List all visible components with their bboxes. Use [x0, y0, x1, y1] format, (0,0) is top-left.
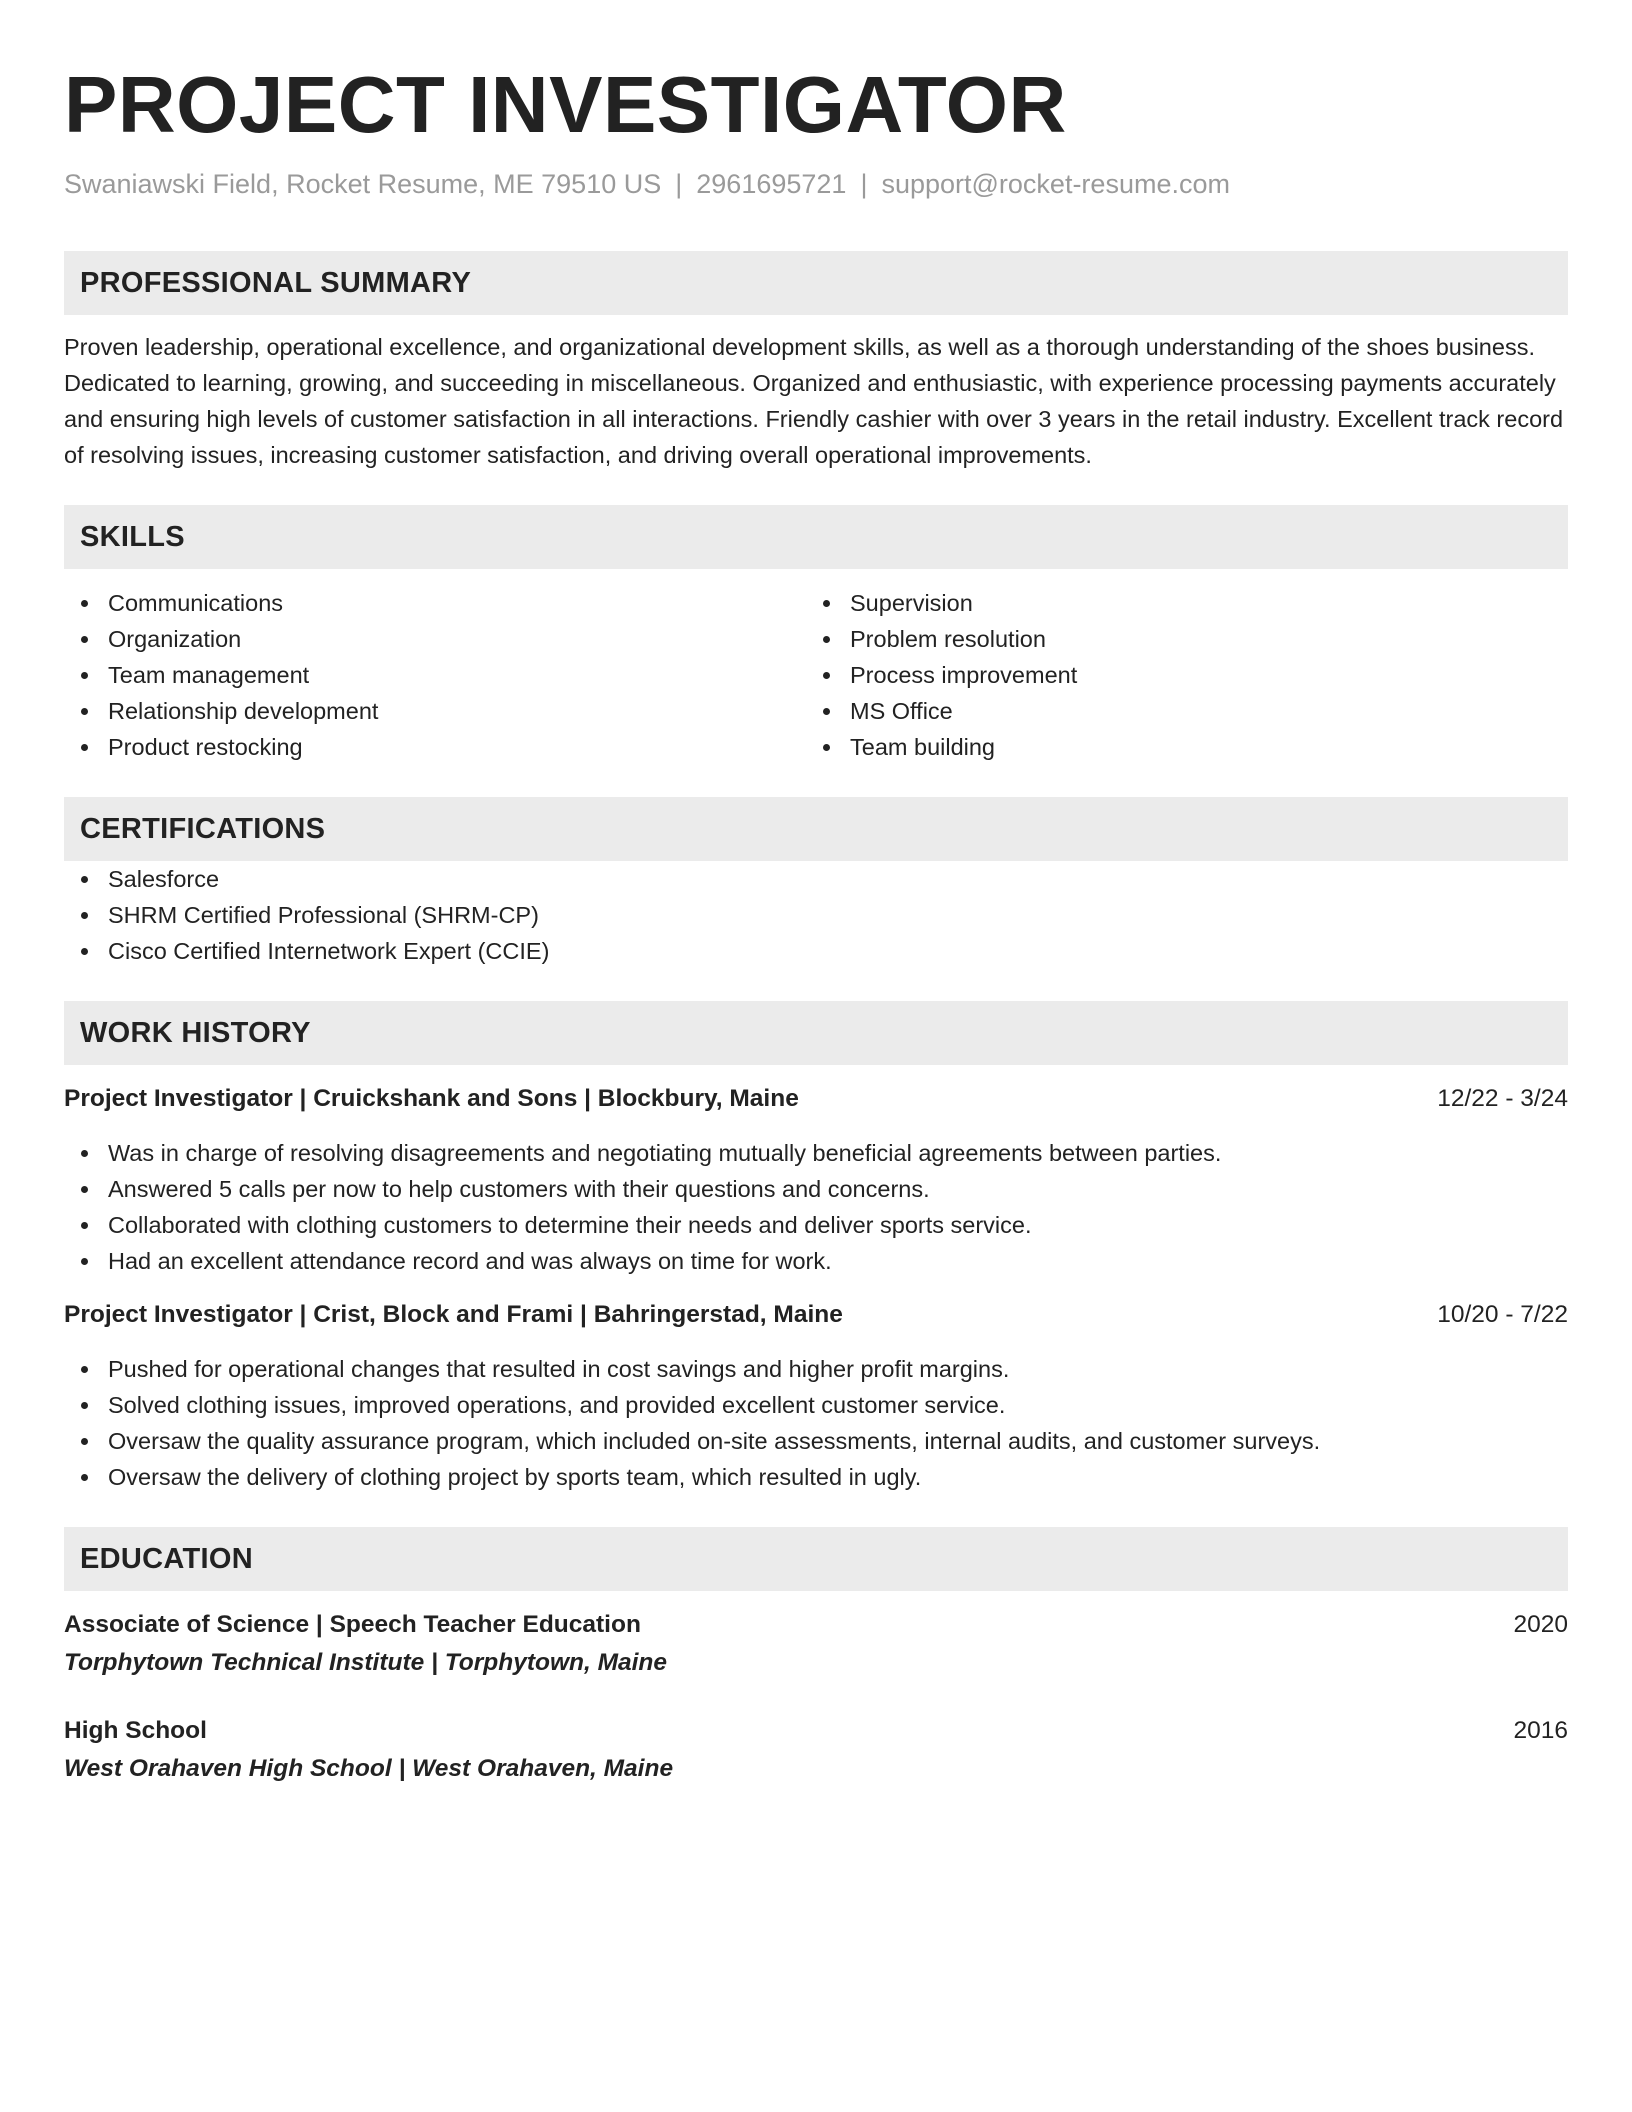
job-bullet: Answered 5 calls per now to help customers with their questions and concerns. [64, 1171, 1568, 1207]
candidate-name: PROJECT INVESTIGATOR [64, 60, 1067, 149]
skill-item: MS Office [806, 693, 1548, 729]
job-bullets [64, 1351, 1568, 1495]
skill-item: Problem resolution [806, 621, 1548, 657]
skill-item: Relationship development [64, 693, 806, 729]
contact-separator: | [860, 169, 868, 199]
education-degree: High School [64, 1717, 207, 1744]
skill-item: Team management [64, 657, 806, 693]
education-school: West Orahaven High School | West Orahaven, Maine [64, 1755, 674, 1782]
job-bullet: Had an excellent attendance record and was always on time for work. [64, 1243, 1568, 1279]
education-entry [64, 1713, 1568, 1789]
job-header [64, 1297, 1568, 1333]
section-heading-education: EDUCATION [64, 1527, 1568, 1591]
skill-item: Communications [64, 585, 806, 621]
education-header [64, 1607, 1568, 1643]
skill-item: Product restocking [64, 729, 806, 765]
job-title: Project Investigator | Cruickshank and Sons | Blockbury, Maine [64, 1085, 799, 1112]
skill-item: Team building [806, 729, 1548, 765]
section-heading-summary: PROFESSIONAL SUMMARY [64, 251, 1568, 315]
summary-text: Proven leadership, operational excellence, and organizational development skills, as well as a thorough understanding of the shoes business. Dedicated to learning, growing, and succeeding in miscellaneous. Organized and enthusiastic, with experience processing payments accurately and ensuring high levels of customer satisfaction in all interactions. Friendly cashier with over 3 years in the retail industry. Excellent track record of resolving issues, increasing customer satisfaction, and driving overall operational improvements. [64, 334, 1564, 468]
education-year: 2016 [1513, 1717, 1568, 1744]
skills-grid [64, 585, 1568, 765]
skills-column-right [806, 585, 1548, 765]
skill-item: Organization [64, 621, 806, 657]
skill-item: Supervision [806, 585, 1548, 621]
section-heading-work-history: WORK HISTORY [64, 1001, 1568, 1065]
education-entry [64, 1607, 1568, 1683]
certification-item: Salesforce [64, 861, 1568, 897]
contact-line [64, 167, 1568, 201]
job-header [64, 1081, 1568, 1117]
education-year: 2020 [1513, 1611, 1568, 1638]
job-bullet: Pushed for operational changes that resulted in cost savings and higher profit margins. [64, 1351, 1568, 1387]
job-bullet: Oversaw the quality assurance program, which included on-site assessments, internal audits, and customer surveys. [64, 1423, 1568, 1459]
contact-address: Swaniawski Field, Rocket Resume, ME 79510 US [64, 169, 662, 199]
job-bullet: Solved clothing issues, improved operations, and provided excellent customer service. [64, 1387, 1568, 1423]
job-bullets [64, 1135, 1568, 1279]
contact-phone: 2961695721 [696, 169, 847, 199]
contact-email: support@rocket-resume.com [881, 169, 1230, 199]
certification-item: SHRM Certified Professional (SHRM-CP) [64, 897, 1568, 933]
job-entry [64, 1081, 1568, 1279]
job-bullet: Collaborated with clothing customers to determine their needs and deliver sports service. [64, 1207, 1568, 1243]
job-bullet: Was in charge of resolving disagreements and negotiating mutually beneficial agreements between parties. [64, 1135, 1568, 1171]
job-dates: 10/20 - 7/22 [1437, 1301, 1568, 1328]
contact-separator: | [675, 169, 683, 199]
job-title: Project Investigator | Crist, Block and Frami | Bahringerstad, Maine [64, 1301, 843, 1328]
education-school: Torphytown Technical Institute | Torphytown, Maine [64, 1649, 668, 1676]
skill-item: Process improvement [806, 657, 1548, 693]
section-heading-certifications: CERTIFICATIONS [64, 797, 1568, 861]
skills-column-left [64, 585, 806, 765]
certification-item: Cisco Certified Internetwork Expert (CCIE) [64, 933, 1568, 969]
job-dates: 12/22 - 3/24 [1437, 1085, 1568, 1112]
job-entry [64, 1297, 1568, 1495]
certifications-list [64, 861, 1568, 969]
education-degree: Associate of Science | Speech Teacher Education [64, 1611, 641, 1638]
job-bullet: Oversaw the delivery of clothing project by sports team, which resulted in ugly. [64, 1459, 1568, 1495]
education-header [64, 1713, 1568, 1749]
section-heading-skills: SKILLS [64, 505, 1568, 569]
